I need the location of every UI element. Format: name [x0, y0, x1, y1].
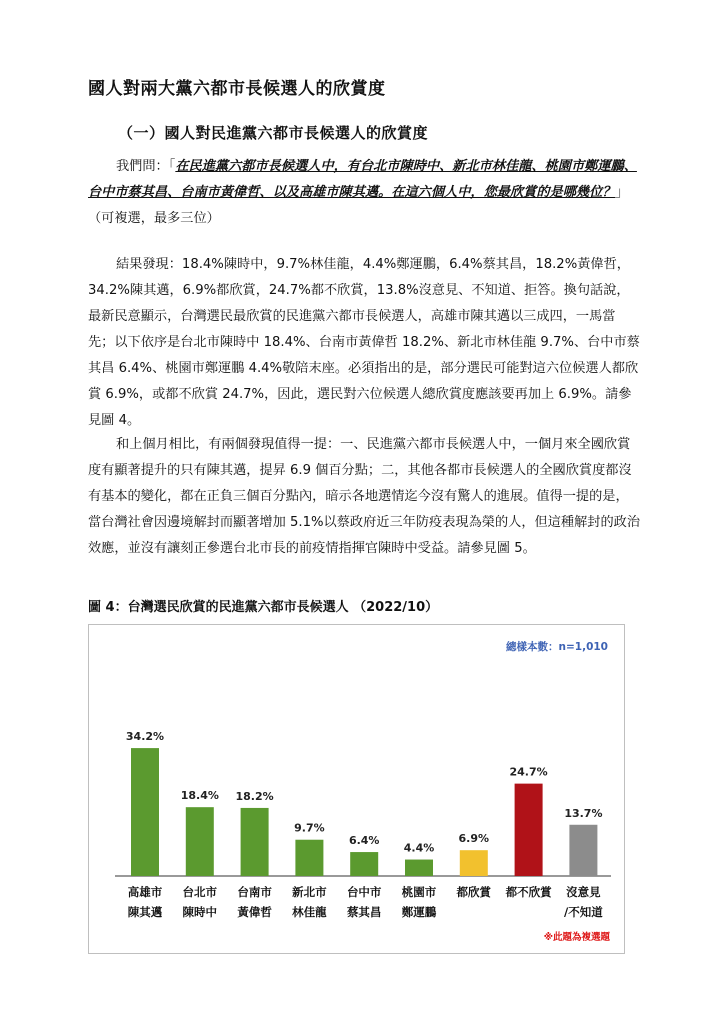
category-label: 都欣賞 — [456, 885, 492, 899]
bar-value-label: 9.7% — [294, 821, 325, 835]
category-label: 陳其邁 — [127, 905, 163, 919]
question-lead: 我們問：「 — [116, 159, 176, 174]
bar-value-label: 24.7% — [509, 765, 548, 779]
results-text: 結果發現：18.4%陳時中，9.7%林佳龍，4.4%鄭運鵬，6.4%蔡其昌，18.2%黃偉哲，34.2%陳其邁，6.9%都欣賞，24.7%都不欣賞，13.8%沒意見、不知道、拒答。換句話說，最新民意顯示，台灣選民最欣賞的民進黨六都市長候選人，高雄市陳其邁以三成四，一馬當先；以下依序是台北市陳時中 18.4%、台南市黃偉哲 18.2%、新北市林佳龍 9.7%、台中市蔡其昌 6.4%、桃園市鄭運鵬 4.4%敬陪末座。必須指出的是，部分選民可能對這六位候選人都欣賞 6.9%，或都不欣賞 24.7%，因此，選民對六位候選人總欣賞度應該要再加上 6.9%。請參見圖 4。 — [88, 257, 640, 428]
bar-5 — [405, 860, 433, 876]
results-paragraph — [88, 252, 640, 434]
category-label: 台中市 — [346, 885, 382, 899]
category-label: 沒意見 — [566, 885, 601, 899]
category-label: 黃偉哲 — [237, 905, 272, 919]
bar-chart — [88, 624, 625, 954]
category-label: 陳時中 — [182, 905, 218, 919]
comparison-paragraph — [88, 432, 640, 562]
question-paragraph — [88, 154, 640, 232]
comparison-text: 和上個月相比，有兩個發現值得一提：一、民進黨六都市長候選人中，一個月來全國欣賞度有顯著提升的只有陳其邁，提昇 6.9 個百分點；二，其他各都市長候選人的全國欣賞度都沒有基本的變化，都在正負三個百分點內，暗示各地選情迄今沒有驚人的進展。值得一提的是，當台灣社會因邊境解封而顯著增加 5.1%以蔡政府近三年防疫表現為榮的人，但這種解封的政治效應，並沒有讓刻正參選台北市長的前疫情指揮官陳時中受益。請參見圖 5。 — [88, 437, 641, 556]
bar-value-label: 18.4% — [180, 789, 219, 803]
category-label: /不知道 — [564, 905, 603, 919]
bar-4 — [350, 852, 378, 876]
bar-6 — [460, 850, 488, 876]
category-label: 高雄市 — [127, 885, 163, 899]
question-tail: 」（可複選，最多三位） — [88, 185, 629, 226]
category-label: 林佳龍 — [292, 905, 327, 919]
category-label: 都不欣賞 — [505, 885, 552, 899]
chart-canvas — [89, 625, 626, 955]
sample-size: 總樣本數：n=1,010 — [506, 641, 608, 653]
bar-1 — [186, 807, 214, 876]
category-label: 蔡其昌 — [346, 905, 382, 919]
page-heading: 國人對兩大黨六都市長候選人的欣賞度 — [88, 79, 386, 99]
category-label: 台南市 — [237, 885, 272, 899]
bar-value-label: 6.4% — [348, 834, 380, 848]
multi-choice-note: ※此題為複選題 — [543, 932, 610, 943]
category-label: 鄭運鵬 — [401, 905, 437, 919]
bar-value-label: 6.9% — [458, 832, 490, 846]
bar-0 — [131, 748, 159, 876]
bar-value-label: 34.2% — [125, 730, 165, 744]
section-subheading: （一）國人對民進黨六都市長候選人的欣賞度 — [118, 124, 429, 142]
bar-7 — [515, 784, 543, 876]
bar-2 — [241, 808, 269, 876]
category-label: 桃園市 — [401, 885, 437, 899]
category-label: 台北市 — [182, 885, 218, 899]
bar-8 — [569, 825, 597, 876]
category-label: 新北市 — [292, 885, 327, 899]
survey-question: 在民進黨六都市長候選人中，有台北市陳時中、新北市林佳龍、桃園市鄭運鵬、台中市蔡其昌、台南市黃偉哲、以及高雄市陳其邁。在這六個人中，您最欣賞的是哪幾位？ — [88, 159, 637, 200]
bar-3 — [295, 840, 323, 876]
bar-value-label: 13.7% — [564, 806, 603, 820]
bar-value-label: 4.4% — [403, 841, 435, 855]
figure-caption: 圖 4：台灣選民欣賞的民進黨六都市長候選人 （2022/10） — [88, 600, 439, 615]
bar-value-label: 18.2% — [235, 789, 274, 803]
